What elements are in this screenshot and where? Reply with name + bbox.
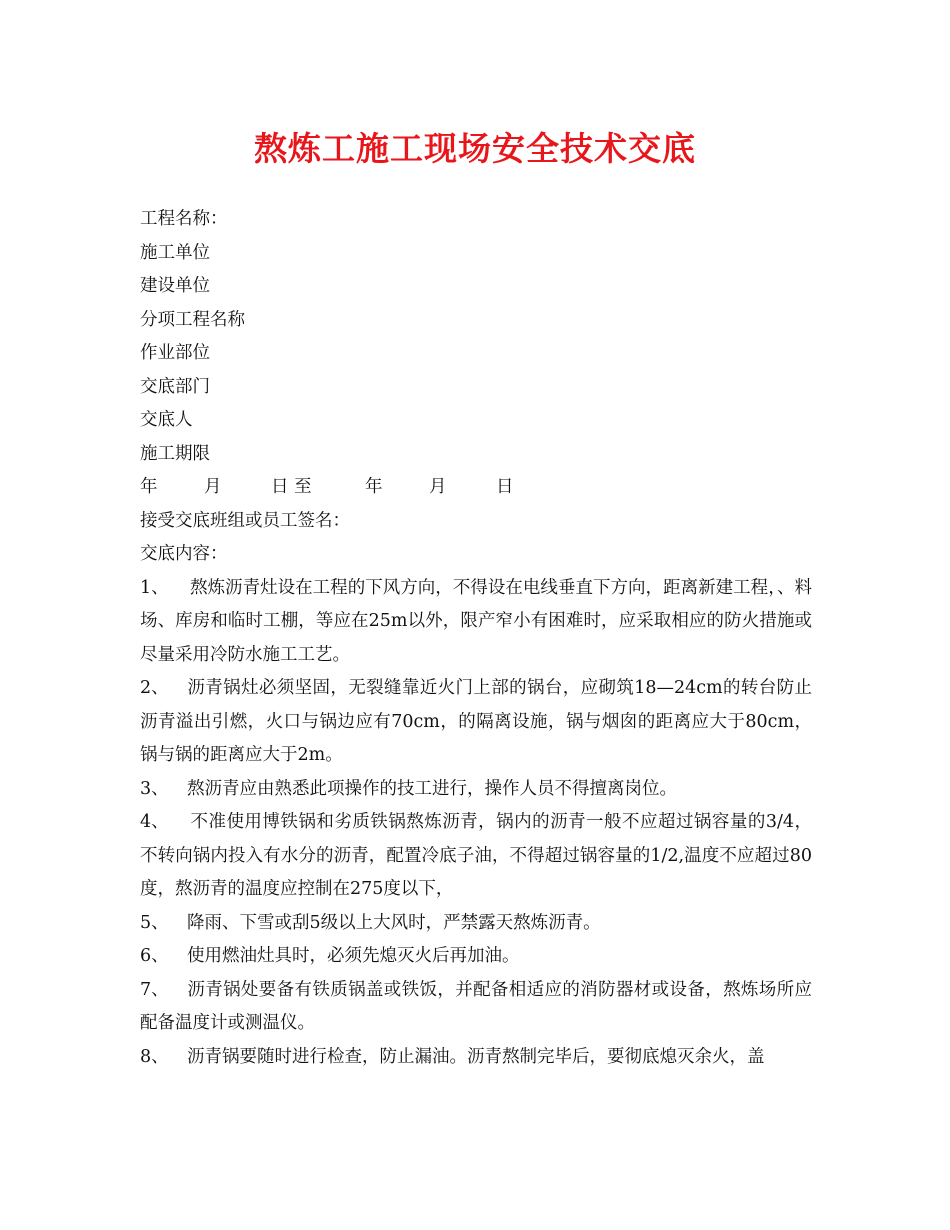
item-text: 沥青锅要随时进行检查，防止漏油。沥青熬制完毕后，要彻底熄灭余火，盖: [187, 1046, 765, 1067]
item-number: 1、: [140, 577, 169, 598]
date-day-start: 日 至: [271, 477, 312, 497]
field-owner-unit: 建设单位: [140, 276, 210, 296]
item-text: 熬炼沥青灶设在工程的下风方向，不得设在电线垂直下方向，距离新建工程，、料场、库房和临时工棚，等应在25m以外，限产窄小有困难时，应采取相应的防火措施或尽量采用冷防水施工工艺。: [140, 577, 812, 665]
date-range-line: [140, 471, 812, 505]
item-number: 4、: [140, 812, 169, 832]
date-month-start: 月: [204, 477, 222, 497]
field-construction-unit: 施工单位: [140, 242, 210, 263]
item-number: 8、: [140, 1046, 169, 1067]
document-title: 熬炼工施工现场安全技术交底: [254, 129, 696, 168]
item-number: 5、: [140, 912, 169, 933]
item-text: 沥青锅灶必须坚固，无裂缝靠近火门上部的锅台，应砌筑18—24cm的转台防止沥青溢出引燃，火口与锅边应有70cm，的隔离设施，锅与烟囱的距离应大于80cm，锅与锅的距离应大于2m。: [140, 678, 812, 765]
date-year-end: 年: [365, 477, 383, 497]
date-year-start: 年: [140, 477, 158, 497]
item-number: 7、: [140, 979, 169, 1000]
item-number: 3、: [140, 778, 169, 799]
item-number: 6、: [140, 946, 169, 966]
list-item: [140, 773, 812, 807]
field-work-location: 作业部位: [140, 343, 210, 363]
field-project-name: 工程名称：: [140, 209, 228, 229]
field-construction-period: 施工期限: [140, 443, 210, 464]
signature-label: 接受交底班组或员工签名：: [140, 510, 350, 531]
field-subproject-name: 分项工程名称: [140, 309, 245, 330]
list-item: [140, 1041, 812, 1075]
content-label: 交底内容：: [140, 544, 228, 564]
list-item: [140, 974, 812, 1041]
item-text: 熬沥青应由熟悉此项操作的技工进行，操作人员不得擅离岗位。: [187, 778, 677, 799]
list-item: [140, 940, 812, 974]
item-text: 不准使用博铁锅和劣质铁锅熬炼沥青，锅内的沥青一般不应超过锅容量的3/4，不转向锅内投入有水分的沥青，配置冷底子油，不得超过锅容量的1/2,温度不应超过80度，熬沥青的温度应控制在275度以下，: [140, 812, 812, 899]
field-briefing-department: 交底部门: [140, 376, 210, 397]
item-number: 2、: [140, 678, 169, 698]
list-item: [140, 806, 812, 907]
date-month-end: 月: [429, 477, 447, 497]
item-text: 使用燃油灶具时，必须先熄灭火后再加油。: [187, 946, 520, 966]
list-item: [140, 672, 812, 773]
list-item: [140, 572, 812, 673]
item-text: 沥青锅处要备有铁质锅盖或铁饭，并配备相适应的消防器材或设备，熬炼场所应配备温度计或测温仪。: [140, 979, 812, 1033]
item-text: 降雨、下雪或刮5级以上大风时，严禁露天熬炼沥青。: [187, 912, 601, 933]
list-item: [140, 907, 812, 941]
date-day-end: 日: [496, 477, 514, 497]
document-body: [140, 203, 812, 1074]
field-briefing-person: 交底人: [140, 410, 193, 430]
